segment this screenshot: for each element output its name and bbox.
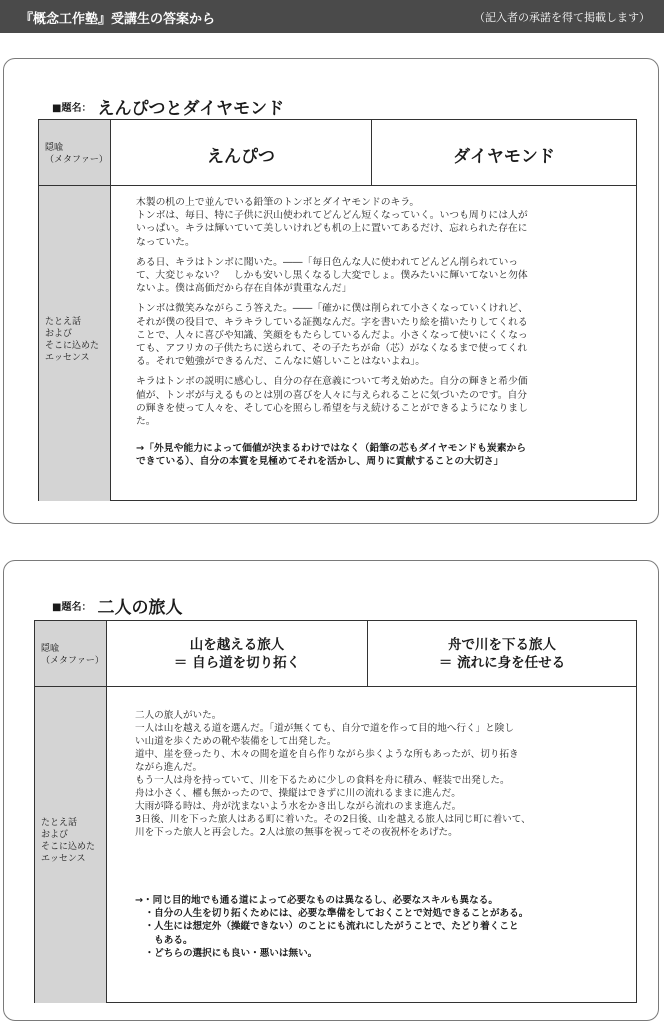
story-line: 木製の机の上で並んでいる鉛筆のトンボとダイヤモンドのキラ。 — [136, 197, 420, 208]
title-label: ■題名： — [52, 602, 92, 613]
metaphor-sub-label: （メタファー） — [41, 656, 104, 667]
lesson-line: ・人生には想定外（操縦できない）のことにも流れにしたがうことで、たどり着くこと — [135, 921, 519, 933]
essence-label-line: そこに込めた — [45, 341, 100, 352]
answer-card-1 — [3, 58, 659, 524]
essence-label-line: および — [45, 329, 73, 340]
right-metaphor-line: 舟で川を下る旅人 — [448, 637, 556, 653]
metaphor-label-cell — [39, 120, 111, 186]
story-line: ことで、人々に喜びや知識、笑顔をもたらしているんだよ。小さくなって使いにくくなっ — [136, 329, 528, 341]
story-line: ても、アフリカの子供たちに送られて、その子たちが命（芯）がなくなるまで使ってくれ — [136, 343, 528, 355]
story-line: る。それで勉強ができるんだ、こんなに嬉しいことはないよね」。 — [136, 356, 426, 368]
lesson-line: ・どちらの選択にも良い・悪いは無い。 — [135, 947, 318, 959]
right-metaphor — [368, 636, 636, 672]
row-divider — [35, 686, 636, 687]
story-line: 舟は小さく、櫂も無かったので、操縦はできずに川の流れるままに進んだ。 — [135, 788, 461, 799]
lesson-line: →・同じ目的地でも通る道によって必要なものは異なるし、必要なスキルも異なる。 — [135, 895, 498, 906]
right-metaphor-line: ダイヤモンド — [453, 147, 555, 167]
story-line: 3日後、川を下った旅人はある町に着いた。その2日後、山を越える旅人は同じ町に着いて、 — [135, 814, 531, 825]
card-title-row — [52, 593, 182, 618]
metaphor-label: 隠喩 — [45, 143, 64, 153]
essence-label-cell — [35, 687, 107, 1003]
story-line: いっぱい。キラは輝いていて美しいけれども机の上に置いてあるだけ、忘れられた存在に — [136, 223, 528, 235]
story-line: それが僕の役目で、キラキラしている証拠なんだ。字を書いたり絵を描いたりしてくれる — [136, 316, 528, 328]
essence-label-line: たとえ話 — [41, 818, 78, 828]
answer-card-2 — [3, 560, 659, 1021]
lesson-text — [135, 894, 630, 960]
story-line: キラはトンボの説明に感心し、自分の存在意義について考え始めた。自分の輝きと希少価 — [136, 376, 528, 388]
metaphor-label-cell — [35, 621, 107, 687]
left-metaphor-line: 山を越える旅人 — [189, 637, 285, 653]
story-line: ながら進んだ。 — [135, 762, 203, 773]
story-line: 一人は山を越える道を選んだ。「道が無くても、自分で道を作って目的地へ行く」と険し — [135, 723, 514, 734]
essence-label-line: エッセンス — [41, 854, 86, 865]
story-text — [135, 709, 630, 839]
story-line: もう一人は舟を持っていて、川を下るために少しの食料を舟に積み、軽装で出発した。 — [135, 775, 510, 786]
story-line: 大雨が降る時は、舟が沈まないよう水をかき出しながら流れのまま進んだ。 — [135, 801, 462, 812]
story-line: た。 — [136, 416, 156, 428]
lesson-line: できている）、自分の本質を見極めてそれを活かし、周りに貢献することの大切さ」 — [136, 456, 504, 468]
left-metaphor — [107, 636, 367, 672]
header-title: 『概念工作塾』受講生の答案から — [20, 12, 216, 27]
essence-label-cell — [39, 186, 111, 501]
card-title: えんぴつとダイヤモンド — [97, 99, 285, 119]
right-metaphor-line: ＝ 流れに身を任せる — [438, 655, 566, 671]
row-divider — [39, 185, 636, 186]
answer-table — [38, 119, 637, 501]
left-metaphor — [111, 142, 371, 167]
story-line: ないよ。僕は高価だから存在自体が貴重なんだ」 — [136, 283, 352, 295]
story-line: 道中、崖を登ったり、木々の間を道を自ら作りながら歩くような所もあったが、切り拓き — [135, 749, 519, 760]
header-note: （記入者の承諾を得て掲載します） — [474, 11, 650, 24]
lesson-text — [136, 442, 631, 468]
answer-table — [34, 620, 637, 1003]
story-line: て、大変じゃない？ しかも安いし黒くなるし大変でしょ。僕みたいに輝いてないと勿体 — [136, 270, 528, 282]
card-title: 二人の旅人 — [97, 598, 183, 618]
title-label: ■題名： — [52, 103, 92, 114]
story-line: 二人の旅人がいた。 — [135, 710, 222, 721]
story-line: い山道を歩くための靴や装備をして出発した。 — [135, 736, 337, 747]
metaphor-sub-label: （メタファー） — [45, 155, 108, 166]
story-line: の輝きを使って人々を、そして心を照らし希望を与え続けることができるようになりまし — [136, 402, 528, 414]
story-line: トンボは微笑みながらこう答えた。――「確かに僕は削られて小さくなっていくけれど、 — [136, 303, 528, 315]
story-line: なっていた。 — [136, 236, 195, 248]
story-line: 川を下った旅人と再会した。2人は旅の無事を祝ってその夜祝杯をあげた。 — [135, 827, 458, 838]
essence-label-line: たとえ話 — [45, 317, 82, 327]
header-bar — [0, 0, 664, 33]
lesson-line: もある。 — [135, 934, 193, 946]
left-metaphor-line: えんぴつ — [207, 147, 275, 167]
lesson-line: →「外見や能力によって価値が決まるわけではなく（鉛筆の芯もダイヤモンドも炭素から — [136, 443, 527, 455]
right-metaphor — [372, 142, 636, 167]
left-metaphor-line: ＝ 自ら道を切り拓く — [173, 655, 301, 671]
card-title-row — [52, 94, 284, 119]
essence-label-line: および — [41, 830, 69, 841]
story-line: 値が、トンボが与えるものとは別の喜びを人々に与えられることに気づいたのです。自分 — [136, 389, 528, 401]
story-line: トンボは、毎日、特に子供に沢山使われてどんどん短くなっていく。いつも周りには人が — [136, 210, 528, 222]
lesson-line: ・自分の人生を切り拓くためには、必要な準備をしておくことで対処できることがある。 — [135, 908, 529, 920]
story-text — [136, 196, 631, 469]
essence-label-line: そこに込めた — [41, 842, 96, 853]
essence-label-line: エッセンス — [45, 353, 90, 364]
story-line: ある日、キラはトンボに聞いた。――「毎日色んな人に使われてどんどん削られていっ — [136, 256, 519, 268]
metaphor-label: 隠喩 — [41, 644, 60, 654]
